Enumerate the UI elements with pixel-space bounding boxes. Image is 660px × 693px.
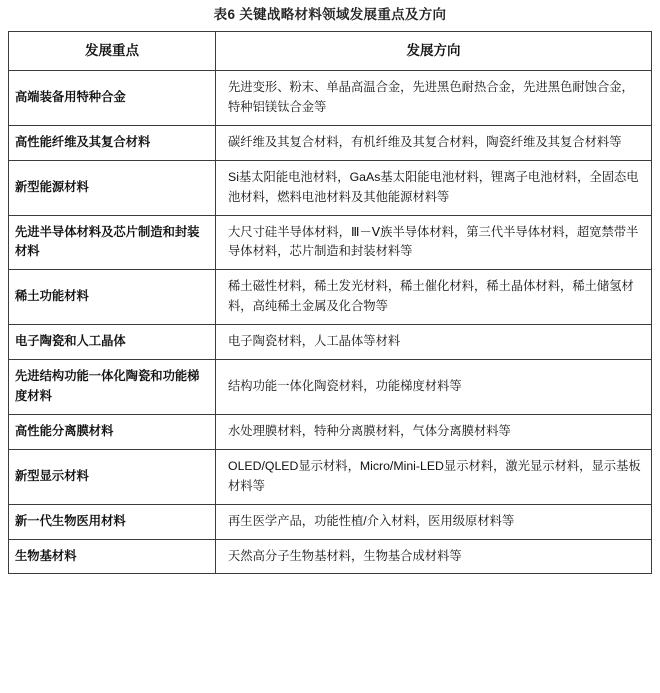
cell-direction: 稀土磁性材料，稀土发光材料，稀土催化材料，稀土晶体材料，稀土储氢材料，高纯稀土金属及化合物等 — [216, 270, 652, 325]
cell-direction: 大尺寸硅半导体材料，Ⅲ－Ⅴ族半导体材料，第三代半导体材料，超宽禁带半导体材料，芯片制造和封装材料等 — [216, 215, 652, 270]
table-row — [9, 215, 652, 270]
cell-direction: Si基太阳能电池材料，GaAs基太阳能电池材料，锂离子电池材料，全固态电池材料，燃料电池材料及其他能源材料等 — [216, 160, 652, 215]
table-body — [9, 71, 652, 574]
table-row — [9, 270, 652, 325]
cell-direction: 结构功能一体化陶瓷材料，功能梯度材料等 — [216, 360, 652, 415]
cell-focus: 生物基材料 — [9, 539, 216, 574]
cell-direction: 电子陶瓷材料，人工晶体等材料 — [216, 325, 652, 360]
table-header-row — [9, 32, 652, 71]
cell-focus: 先进结构功能一体化陶瓷和功能梯度材料 — [9, 360, 216, 415]
table-row — [9, 160, 652, 215]
table-row — [9, 504, 652, 539]
cell-focus: 电子陶瓷和人工晶体 — [9, 325, 216, 360]
cell-focus: 新型显示材料 — [9, 449, 216, 504]
cell-focus: 高性能分离膜材料 — [9, 414, 216, 449]
table-row — [9, 125, 652, 160]
cell-direction: 天然高分子生物基材料，生物基合成材料等 — [216, 539, 652, 574]
table-row — [9, 414, 652, 449]
cell-focus: 高性能纤维及其复合材料 — [9, 125, 216, 160]
table-row — [9, 449, 652, 504]
cell-focus: 稀土功能材料 — [9, 270, 216, 325]
cell-direction: OLED/QLED显示材料，Micro/Mini-LED显示材料，激光显示材料，显示基板材料等 — [216, 449, 652, 504]
table-row — [9, 71, 652, 126]
cell-direction: 碳纤维及其复合材料，有机纤维及其复合材料，陶瓷纤维及其复合材料等 — [216, 125, 652, 160]
table-row — [9, 325, 652, 360]
table-header — [9, 32, 652, 71]
cell-focus: 先进半导体材料及芯片制造和封装材料 — [9, 215, 216, 270]
table-caption: 表6 关键战略材料领域发展重点及方向 — [213, 7, 447, 22]
table-row — [9, 360, 652, 415]
cell-direction: 水处理膜材料，特种分离膜材料，气体分离膜材料等 — [216, 414, 652, 449]
strategic-materials-table — [8, 31, 652, 574]
cell-focus: 新型能源材料 — [9, 160, 216, 215]
column-header-direction: 发展方向 — [216, 32, 652, 71]
cell-focus: 新一代生物医用材料 — [9, 504, 216, 539]
cell-direction: 再生医学产品，功能性植/介入材料，医用级原材料等 — [216, 504, 652, 539]
cell-direction: 先进变形、粉末、单晶高温合金，先进黑色耐热合金，先进黑色耐蚀合金，特种铝镁钛合金等 — [216, 71, 652, 126]
table-row — [9, 539, 652, 574]
cell-focus: 高端装备用特种合金 — [9, 71, 216, 126]
column-header-focus: 发展重点 — [9, 32, 216, 71]
